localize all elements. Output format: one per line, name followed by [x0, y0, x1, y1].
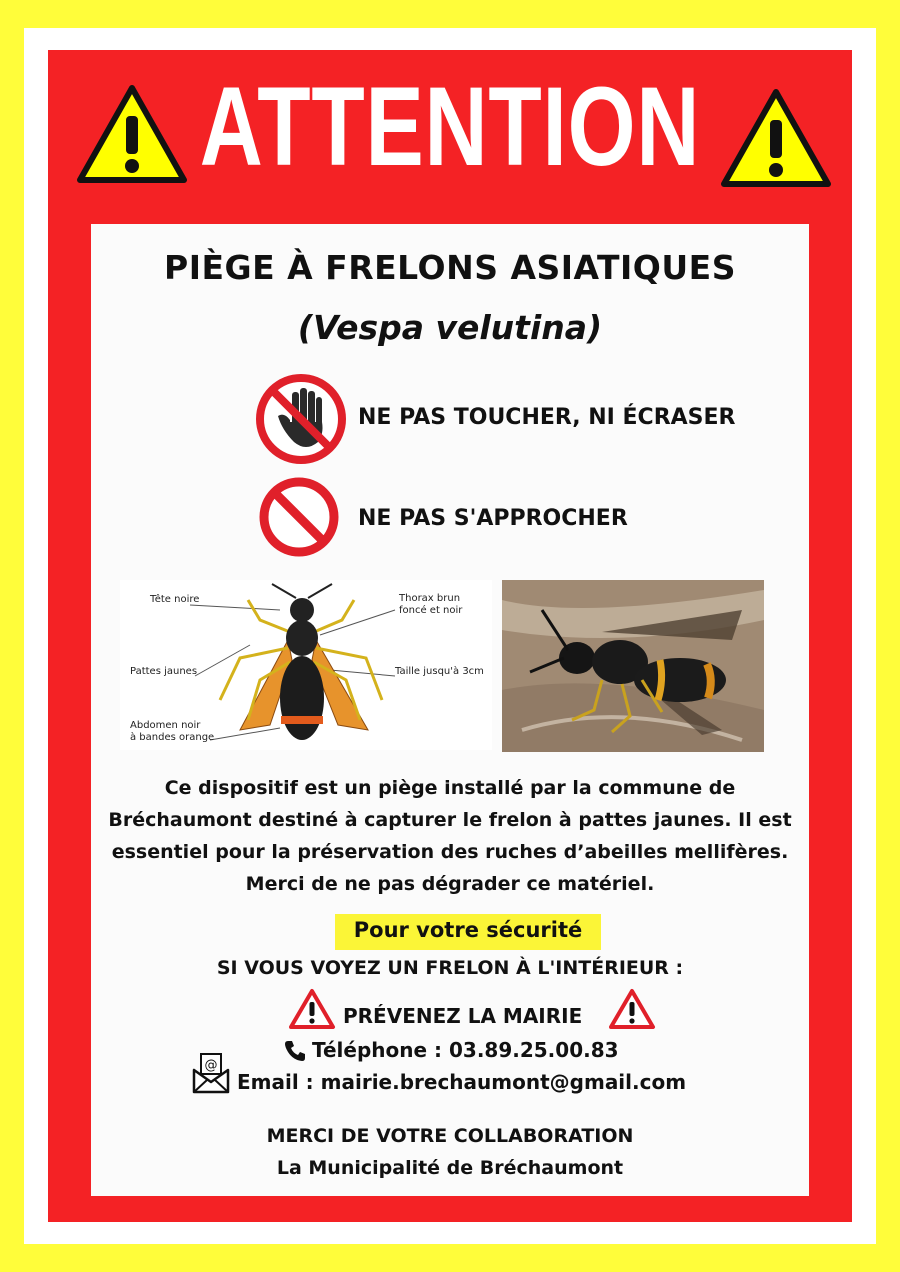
safety-instruction: SI VOUS VOYEZ UN FRELON À L'INTÉRIEUR : [216, 957, 684, 979]
email-address[interactable]: Email : mairie.brechaumont@gmail.com [237, 1070, 687, 1094]
email-icon [192, 1052, 230, 1094]
hornet-diagram [120, 580, 492, 750]
warning-small-left-icon [288, 988, 336, 1030]
label-legs: Pattes jaunes [130, 666, 198, 677]
label-thorax-2: foncé et noir [399, 605, 463, 616]
latin-name: (Vespa velutina) [297, 308, 603, 347]
label-size: Taille jusqu'à 3cm [395, 666, 484, 677]
label-thorax-1: Thorax brun [399, 593, 461, 604]
label-abdomen-2: à bandes orange [130, 732, 215, 743]
attention-title: ATTENTION [199, 64, 701, 189]
phone-icon [283, 1039, 307, 1063]
signature-line: La Municipalité de Bréchaumont [276, 1157, 624, 1179]
call-to-action: PRÉVENEZ LA MAIRIE [343, 1004, 583, 1028]
description-paragraph: Ce dispositif est un piège installé par la commune de Bréchaumont destiné à capturer le frelon à pattes jaunes. Il est essentiel pour la préservation des ruches d’abeilles mellifères. Merci de ne pas dégrader ce matériel. [108, 777, 792, 895]
prohibited-icon [258, 476, 340, 558]
safety-highlight-text: Pour votre sécurité [353, 918, 583, 942]
hornet-photo [502, 580, 764, 752]
warning-small-right-icon [608, 988, 656, 1030]
svg-text:@: @ [204, 1058, 218, 1073]
phone-number[interactable]: Téléphone : 03.89.25.00.83 [312, 1038, 619, 1062]
label-head: Tête noire [150, 594, 200, 605]
rule-no-touch-text: NE PAS TOUCHER, NI ÉCRASER [358, 405, 736, 430]
main-heading: PIÈGE À FRELONS ASIATIQUES [164, 248, 736, 287]
thanks-line: MERCI DE VOTRE COLLABORATION [266, 1125, 634, 1147]
no-touch-hand-icon [254, 372, 348, 466]
label-abdomen-1: Abdomen noir [130, 720, 201, 731]
rule-no-approach-text: NE PAS S'APPROCHER [358, 506, 628, 531]
